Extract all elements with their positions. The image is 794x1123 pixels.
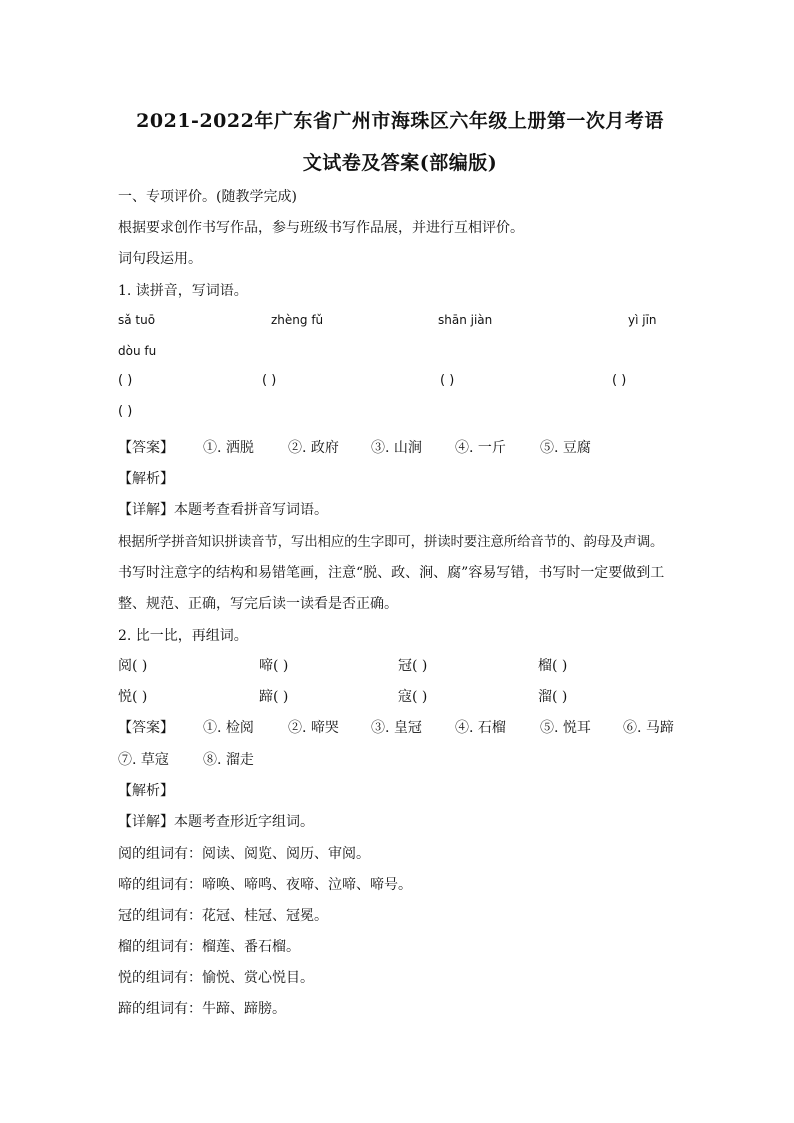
- compare-item-1: 阅( ): [118, 658, 148, 674]
- analysis-label-2: 【解析】: [118, 783, 174, 799]
- word-group-5: 悦的组词有：愉悦、赏心悦目。: [118, 970, 314, 986]
- detail-1: 【详解】本题考查看拼音写词语。: [118, 502, 328, 518]
- answer-2-7: ⑦. 草寇: [118, 752, 169, 768]
- explanation-1-line-2: 书写时注意字的结构和易错笔画，注意“脱、政、涧、腐”容易写错，书写时一定要做到工: [118, 565, 665, 581]
- answer-2-8: ⑧. 溜走: [203, 752, 254, 768]
- compare-item-6: 蹄( ): [259, 689, 289, 705]
- word-group-4: 榴的组词有：榴莲、番石榴。: [118, 939, 300, 955]
- section-instruction: 根据要求创作书写作品，参与班级书写作品展，并进行互相评价。: [118, 220, 524, 236]
- section-heading: 一、专项评价。(随教学完成): [118, 189, 297, 205]
- compare-item-7: 寇( ): [398, 689, 428, 705]
- question-1-prompt: 1. 读拼音，写词语。: [118, 283, 248, 299]
- answer-blank-5: ( ): [118, 404, 133, 419]
- pinyin-3: shān jiàn: [438, 313, 493, 327]
- answer-blank-2: ( ): [262, 373, 277, 388]
- word-group-3: 冠的组词有：花冠、桂冠、冠冕。: [118, 908, 328, 924]
- analysis-label-1: 【解析】: [118, 471, 174, 487]
- compare-item-2: 啼( ): [259, 658, 289, 674]
- answer-1-4: ④. 一斤: [455, 440, 506, 456]
- compare-item-4: 榴( ): [538, 658, 568, 674]
- pinyin-4: yì jīn: [628, 313, 657, 327]
- answer-1-2: ②. 政府: [288, 440, 339, 456]
- answer-1-3: ③. 山涧: [371, 440, 422, 456]
- answer-2-6: ⑥. 马蹄: [623, 720, 674, 736]
- answer-2-4: ④. 石榴: [455, 720, 506, 736]
- answer-blank-1: ( ): [118, 373, 133, 388]
- answer-blank-4: ( ): [612, 373, 627, 388]
- answer-2-3: ③. 皇冠: [371, 720, 422, 736]
- compare-item-3: 冠( ): [398, 658, 428, 674]
- answer-2-2: ②. 啼哭: [288, 720, 339, 736]
- detail-2: 【详解】本题考查形近字组词。: [118, 814, 314, 830]
- answer-label-1: 【答案】: [118, 440, 174, 456]
- pinyin-1: sǎ tuō: [118, 313, 156, 327]
- answer-blank-3: ( ): [440, 373, 455, 388]
- word-group-1: 阅的组词有：阅读、阅览、阅历、审阅。: [118, 846, 370, 862]
- pinyin-2: zhèng fǔ: [271, 313, 324, 327]
- section-subheading: 词句段运用。: [118, 251, 202, 267]
- document-title-line-1: 2021-2022年广东省广州市海珠区六年级上册第一次月考语: [136, 110, 664, 132]
- answer-label-2: 【答案】: [118, 720, 174, 736]
- question-2-prompt: 2. 比一比，再组词。: [118, 628, 248, 644]
- answer-2-5: ⑤. 悦耳: [540, 720, 591, 736]
- answer-1-1: ①. 洒脱: [203, 440, 254, 456]
- answer-2-1: ①. 检阅: [203, 720, 254, 736]
- word-group-6: 蹄的组词有：牛蹄、蹄膀。: [118, 1001, 286, 1017]
- pinyin-5: dòu fu: [118, 344, 157, 358]
- document-title-line-2: 文试卷及答案(部编版): [302, 152, 498, 174]
- word-group-2: 啼的组词有：啼唤、啼鸣、夜啼、泣啼、啼号。: [118, 877, 412, 893]
- explanation-1-line-1: 根据所学拼音知识拼读音节，写出相应的生字即可，拼读时要注意所给音节的、韵母及声调。: [118, 534, 664, 550]
- compare-item-5: 悦( ): [118, 689, 148, 705]
- compare-item-8: 溜( ): [538, 689, 568, 705]
- answer-1-5: ⑤. 豆腐: [540, 440, 591, 456]
- explanation-1-line-3: 整、规范、正确，写完后读一读看是否正确。: [118, 596, 398, 612]
